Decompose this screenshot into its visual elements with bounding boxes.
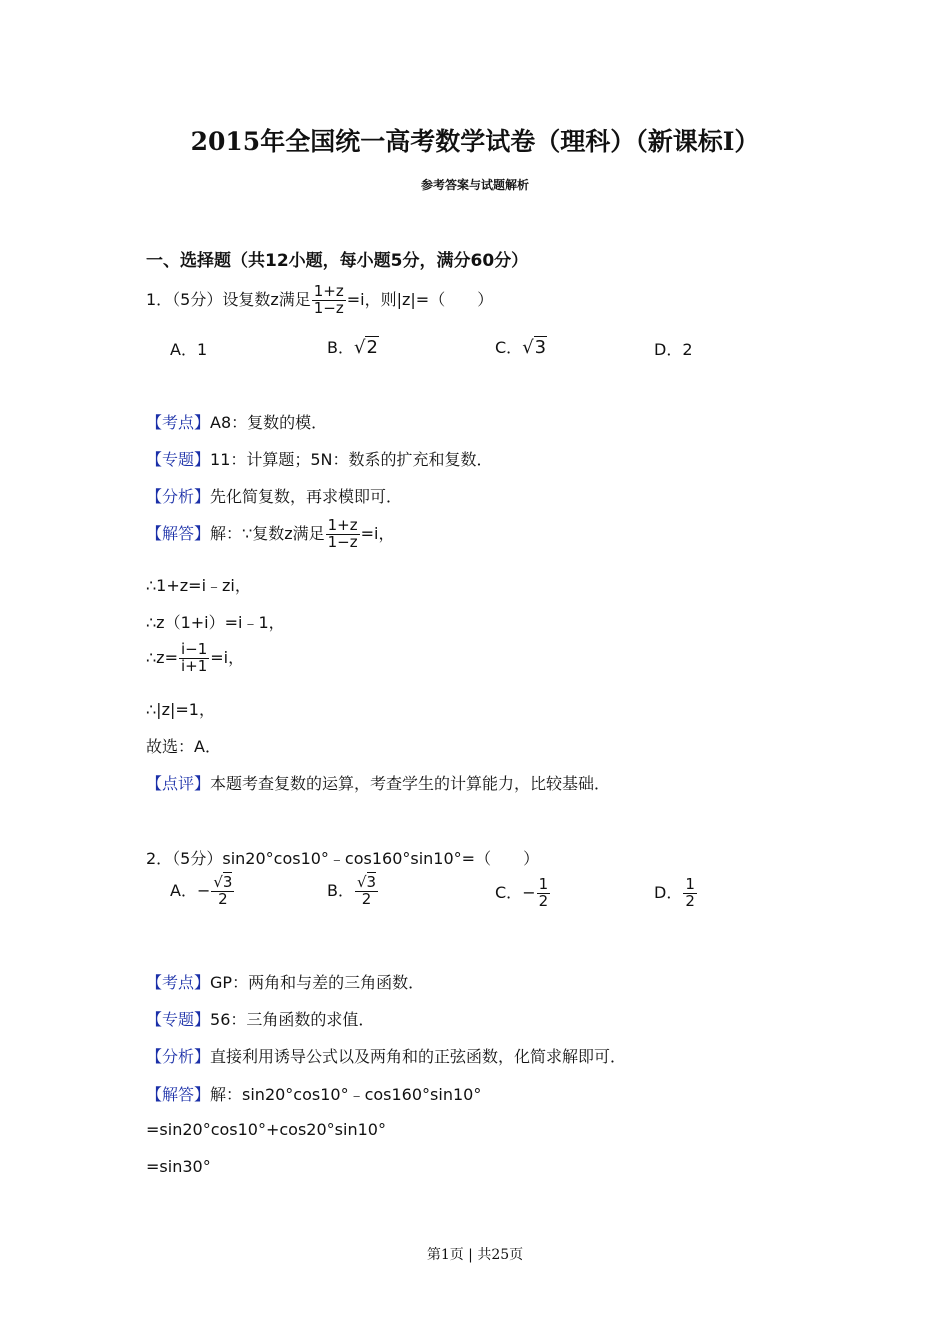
q2-zhuanti-text: 56：三角函数的求值．	[210, 1010, 375, 1029]
q2-kaodian-text: GP：两角和与差的三角函数．	[210, 973, 425, 992]
q1-option-c-radicand: 3	[534, 337, 547, 358]
q1-option-b-radicand: 2	[366, 337, 378, 358]
q2-jieda-text: 解：sin20°cos10°﹣cos160°sin10°	[210, 1085, 482, 1104]
q1-frac-num: 1+z	[313, 282, 344, 300]
q2-option-a-fraction	[211, 875, 234, 908]
zhuanti-tag: 【专题】	[146, 1010, 211, 1029]
q2-option-b-num: √3	[356, 873, 377, 891]
q2-option-a	[170, 875, 235, 908]
zhuanti-tag: 【专题】	[146, 450, 211, 469]
q1-option-d: D．2	[654, 340, 693, 359]
page-subtitle: 参考答案与试题解析	[420, 178, 529, 192]
q1-stem-prefix: 1．（5分）设复数z满足	[146, 289, 311, 309]
q2-option-b-label: B．	[327, 880, 354, 900]
q1-option-c-label: C．	[495, 338, 523, 357]
q2-fenxi	[146, 1044, 626, 1067]
q1-step-3-den: i+1	[180, 656, 208, 675]
q1-stem-fraction	[312, 284, 346, 317]
q1-frac-den: 1−z	[313, 298, 344, 317]
q1-step-3-prefix: ∴z=	[146, 647, 178, 667]
q1-jieda-prefix: 解：∵复数z满足	[210, 523, 325, 543]
q2-option-b-radicand: 3	[366, 873, 377, 891]
q2-option-b	[327, 875, 379, 908]
q2-fenxi-text: 直接利用诱导公式以及两角和的正弦函数，化简求解即可．	[210, 1047, 627, 1066]
q2-option-d-label: D．	[654, 882, 683, 902]
q2-option-a-sign: −	[196, 880, 211, 900]
q1-step-3-suffix: =i，	[210, 647, 245, 667]
q1-step-3-num: i−1	[180, 640, 208, 658]
q2-option-c-num: 1	[538, 875, 549, 893]
page-footer: 第1页 | 共25页	[426, 1247, 524, 1263]
q1-fenxi	[146, 484, 402, 507]
q2-option-c-label: C．	[495, 882, 523, 902]
q2-option-d-fraction	[683, 877, 697, 910]
q1-jieda-den: 1−z	[327, 532, 358, 551]
q1-option-b	[327, 335, 379, 358]
jieda-tag: 【解答】	[146, 523, 211, 543]
q1-step-3-fraction	[179, 642, 209, 675]
q1-stem-suffix: =i，则|z|=（ ）	[346, 289, 494, 309]
q1-jieda-fraction	[326, 518, 360, 551]
q1-jieda-suffix: =i，	[360, 523, 395, 543]
q2-option-d	[654, 877, 698, 910]
q1-step-1: ∴1+z=i﹣zi，	[146, 576, 251, 595]
sqrt-symbol: √2	[353, 337, 378, 358]
q1-zhuanti-text: 11：计算题；5N：数系的扩充和复数．	[210, 450, 493, 469]
q2-option-d-num: 1	[685, 875, 695, 893]
q1-dianping-text: 本题考查复数的运算，考查学生的计算能力，比较基础．	[210, 774, 611, 793]
q2-option-c-den: 2	[538, 891, 549, 910]
q1-kaodian-text: A8：复数的模．	[210, 413, 328, 432]
q1-step-3	[146, 642, 244, 675]
q2-option-c-sign: −	[522, 882, 536, 902]
q2-kaodian	[146, 970, 424, 993]
sqrt-symbol: √3	[522, 337, 547, 358]
q2-jieda	[146, 1082, 481, 1105]
section-header: 一、选择题（共12小题，每小题5分，满分60分）	[146, 251, 529, 271]
q2-option-a-num: √3	[213, 873, 233, 891]
fenxi-tag: 【分析】	[146, 487, 211, 506]
kaodian-tag: 【考点】	[146, 973, 211, 992]
q2-zhuanti	[146, 1007, 374, 1030]
q2-option-a-den: 2	[218, 889, 228, 908]
q1-option-b-label: B．	[327, 338, 354, 357]
q1-option-a: A．1	[170, 340, 208, 359]
q1-stem	[146, 284, 493, 317]
q2-option-c	[495, 877, 551, 910]
q2-step-1: =sin20°cos10°+cos20°sin10°	[146, 1120, 386, 1139]
fenxi-tag: 【分析】	[146, 1047, 211, 1066]
q2-option-a-label: A．	[170, 880, 197, 900]
q2-stem: 2．（5分）sin20°cos10°﹣cos160°sin10°=（ ）	[146, 849, 540, 868]
jieda-tag: 【解答】	[146, 1085, 211, 1104]
q1-fenxi-text: 先化简复数，再求模即可．	[210, 487, 403, 506]
q1-kaodian	[146, 410, 327, 433]
q2-option-a-radicand: 3	[222, 873, 233, 891]
q2-step-2: =sin30°	[146, 1157, 211, 1176]
q1-step-4: ∴|z|=1，	[146, 700, 215, 719]
q1-zhuanti	[146, 447, 493, 470]
q2-option-c-fraction	[537, 877, 551, 910]
q1-step-2: ∴z（1+i）=i﹣1，	[146, 613, 285, 632]
kaodian-tag: 【考点】	[146, 413, 211, 432]
q1-option-c	[495, 335, 547, 358]
q2-option-d-den: 2	[685, 891, 695, 910]
q2-option-b-fraction	[355, 875, 378, 908]
q1-jieda-num: 1+z	[327, 516, 358, 534]
q1-jieda	[146, 518, 394, 551]
q2-option-b-den: 2	[361, 889, 372, 908]
q1-dianping	[146, 771, 610, 794]
page-title: 2015年全国统一高考数学试卷（理科）（新课标Ⅰ）	[190, 127, 760, 156]
q1-answer: 故选：A．	[146, 737, 221, 756]
dianping-tag: 【点评】	[146, 774, 211, 793]
